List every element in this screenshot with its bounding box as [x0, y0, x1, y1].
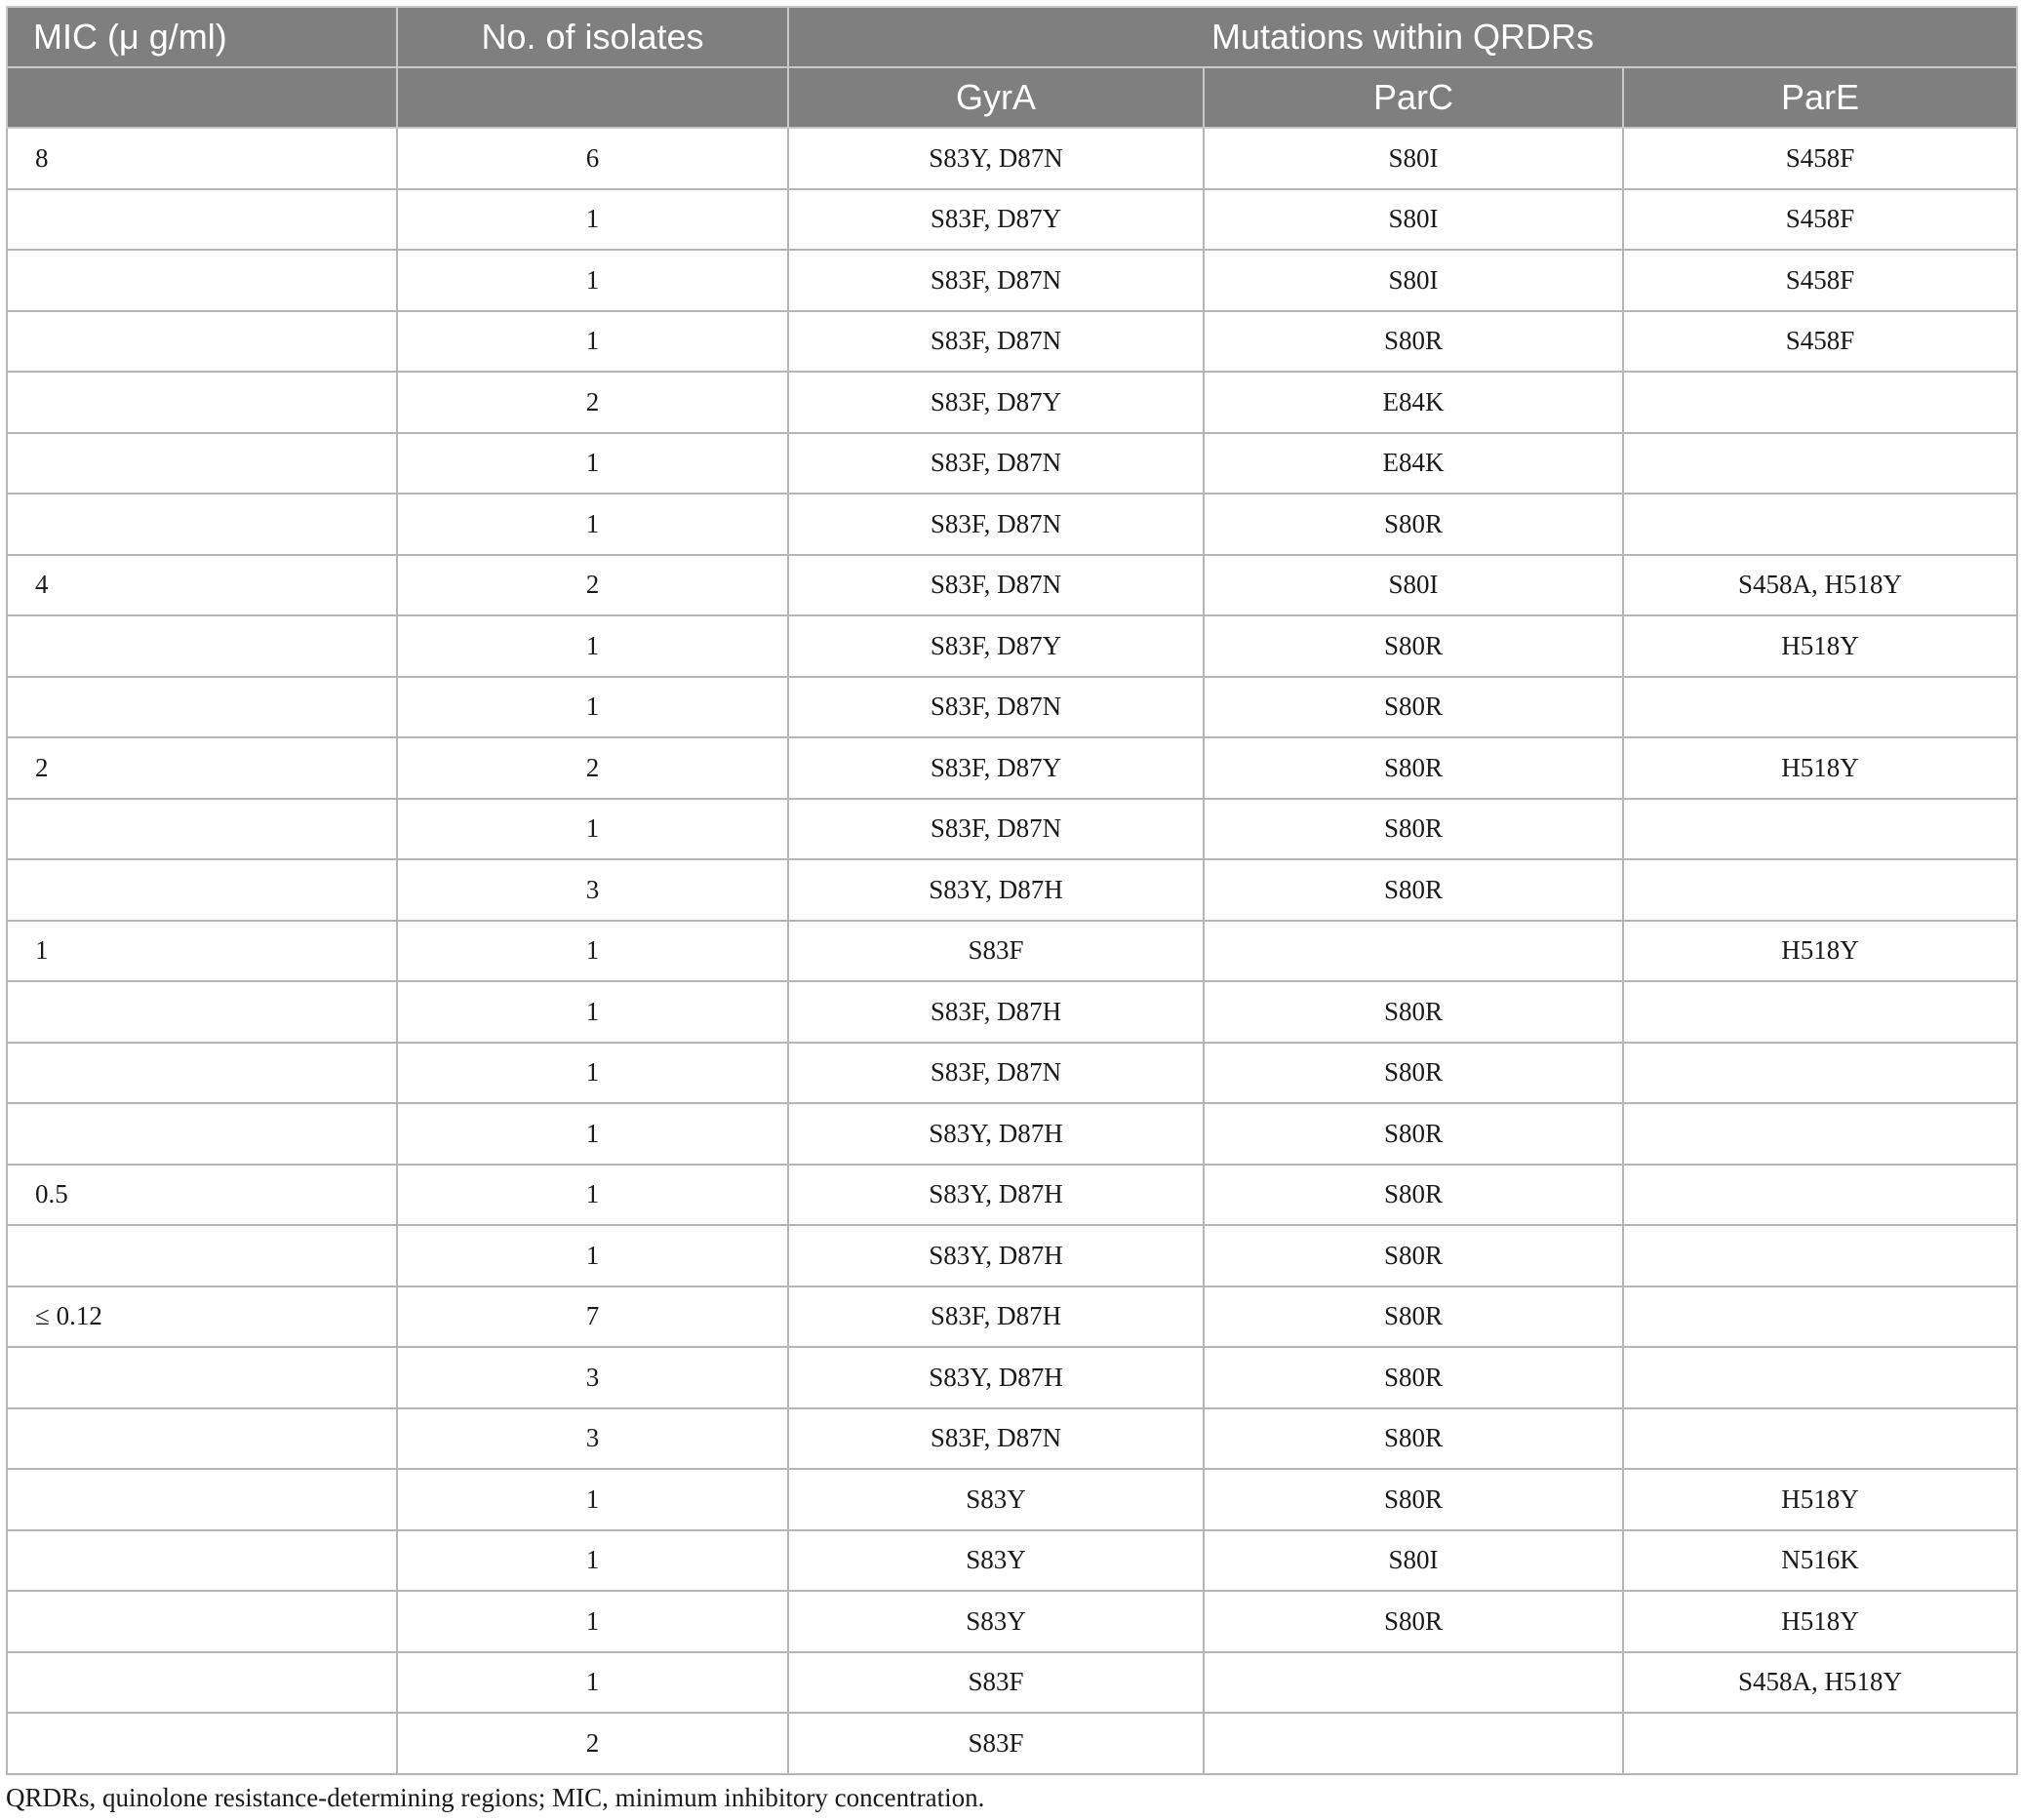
- cell-gyra: S83Y, D87H: [788, 1347, 1204, 1408]
- cell-gyra: S83F, D87N: [788, 311, 1204, 373]
- table-body: [7, 128, 2017, 1774]
- cell-mic: 1: [7, 921, 397, 982]
- cell-pare: [1623, 1713, 2017, 1774]
- cell-parc: S80R: [1204, 1103, 1623, 1165]
- cell-mic: [7, 1713, 397, 1774]
- cell-isolates: 1: [397, 1103, 788, 1165]
- cell-mic: 0.5: [7, 1165, 397, 1226]
- table-row: [7, 1225, 2017, 1286]
- cell-pare: S458F: [1623, 311, 2017, 373]
- cell-parc: S80R: [1204, 737, 1623, 799]
- cell-gyra: S83F, D87N: [788, 555, 1204, 616]
- cell-isolates: 1: [397, 1469, 788, 1530]
- cell-pare: [1623, 981, 2017, 1043]
- cell-parc: S80I: [1204, 128, 1623, 189]
- cell-mic: [7, 1652, 397, 1714]
- cell-pare: S458F: [1623, 250, 2017, 311]
- cell-gyra: S83Y, D87H: [788, 1165, 1204, 1226]
- cell-pare: [1623, 1408, 2017, 1470]
- cell-isolates: 1: [397, 799, 788, 860]
- cell-parc: S80R: [1204, 1225, 1623, 1286]
- table-footnote: QRDRs, quinolone resistance-determining regions; MIC, minimum inhibitory concentration.: [6, 1783, 985, 1812]
- cell-isolates: 2: [397, 1713, 788, 1774]
- cell-pare: [1623, 859, 2017, 921]
- table-row: [7, 1165, 2017, 1226]
- table-row: [7, 311, 2017, 373]
- cell-parc: S80R: [1204, 1286, 1623, 1348]
- cell-parc: S80R: [1204, 1347, 1623, 1408]
- cell-gyra: S83F, D87N: [788, 1043, 1204, 1104]
- cell-isolates: 1: [397, 981, 788, 1043]
- cell-pare: [1623, 1225, 2017, 1286]
- table-row: [7, 555, 2017, 616]
- cell-parc: S80I: [1204, 1530, 1623, 1592]
- cell-mic: [7, 1103, 397, 1165]
- cell-pare: [1623, 677, 2017, 738]
- cell-parc: S80R: [1204, 859, 1623, 921]
- cell-mic: [7, 1225, 397, 1286]
- cell-parc: S80I: [1204, 250, 1623, 311]
- cell-isolates: 1: [397, 189, 788, 251]
- table-row: [7, 1591, 2017, 1652]
- cell-mic: [7, 1347, 397, 1408]
- cell-pare: H518Y: [1623, 1469, 2017, 1530]
- header-mic: MIC (μ g/ml): [7, 7, 397, 67]
- cell-pare: H518Y: [1623, 615, 2017, 677]
- cell-isolates: 1: [397, 921, 788, 982]
- table-row: [7, 372, 2017, 433]
- cell-gyra: S83F: [788, 1713, 1204, 1774]
- cell-parc: S80R: [1204, 1591, 1623, 1652]
- cell-parc: [1204, 1652, 1623, 1714]
- cell-parc: S80R: [1204, 1469, 1623, 1530]
- cell-mic: 4: [7, 555, 397, 616]
- cell-parc: S80R: [1204, 311, 1623, 373]
- cell-mic: 8: [7, 128, 397, 189]
- cell-mic: [7, 677, 397, 738]
- header-row-sub: [7, 67, 2017, 128]
- cell-pare: [1623, 1043, 2017, 1104]
- cell-mic: [7, 615, 397, 677]
- cell-parc: E84K: [1204, 433, 1623, 495]
- cell-mic: [7, 859, 397, 921]
- cell-isolates: 1: [397, 494, 788, 555]
- cell-isolates: 1: [397, 1530, 788, 1592]
- cell-mic: [7, 799, 397, 860]
- cell-gyra: S83F, D87N: [788, 494, 1204, 555]
- cell-gyra: S83F: [788, 921, 1204, 982]
- cell-mic: [7, 433, 397, 495]
- cell-pare: [1623, 799, 2017, 860]
- cell-parc: S80I: [1204, 189, 1623, 251]
- cell-parc: E84K: [1204, 372, 1623, 433]
- cell-gyra: S83Y, D87N: [788, 128, 1204, 189]
- table-header: [7, 7, 2017, 128]
- table-row: [7, 799, 2017, 860]
- cell-mic: [7, 189, 397, 251]
- cell-parc: S80R: [1204, 799, 1623, 860]
- cell-gyra: S83F, D87H: [788, 981, 1204, 1043]
- cell-parc: S80R: [1204, 1408, 1623, 1470]
- cell-mic: [7, 494, 397, 555]
- cell-parc: [1204, 1713, 1623, 1774]
- cell-isolates: 1: [397, 677, 788, 738]
- cell-gyra: S83F, D87Y: [788, 615, 1204, 677]
- mutation-table: [6, 6, 2018, 1775]
- cell-pare: [1623, 433, 2017, 495]
- table-row: [7, 1469, 2017, 1530]
- cell-mic: [7, 1408, 397, 1470]
- header-pare: ParE: [1623, 67, 2017, 128]
- cell-isolates: 1: [397, 615, 788, 677]
- cell-isolates: 1: [397, 1652, 788, 1714]
- cell-parc: [1204, 921, 1623, 982]
- cell-gyra: S83F, D87N: [788, 1408, 1204, 1470]
- cell-isolates: 1: [397, 311, 788, 373]
- table-row: [7, 1652, 2017, 1714]
- table-row: [7, 677, 2017, 738]
- cell-isolates: 2: [397, 555, 788, 616]
- header-isolates-empty: [397, 67, 788, 128]
- cell-mic: [7, 311, 397, 373]
- cell-pare: H518Y: [1623, 737, 2017, 799]
- cell-pare: [1623, 1347, 2017, 1408]
- cell-gyra: S83Y: [788, 1530, 1204, 1592]
- cell-pare: S458F: [1623, 189, 2017, 251]
- cell-pare: S458A, H518Y: [1623, 555, 2017, 616]
- table-row: [7, 1286, 2017, 1348]
- cell-isolates: 7: [397, 1286, 788, 1348]
- header-isolates: No. of isolates: [397, 7, 788, 67]
- cell-pare: S458F: [1623, 128, 2017, 189]
- cell-isolates: 2: [397, 737, 788, 799]
- cell-isolates: 3: [397, 859, 788, 921]
- cell-gyra: S83Y: [788, 1469, 1204, 1530]
- cell-mic: [7, 250, 397, 311]
- cell-pare: [1623, 1286, 2017, 1348]
- cell-mic: [7, 981, 397, 1043]
- cell-gyra: S83F, D87N: [788, 677, 1204, 738]
- header-mic-empty: [7, 67, 397, 128]
- header-row-top: [7, 7, 2017, 67]
- table-row: [7, 1713, 2017, 1774]
- cell-isolates: 1: [397, 1591, 788, 1652]
- table-row: [7, 1408, 2017, 1470]
- cell-gyra: S83F: [788, 1652, 1204, 1714]
- header-mutations: Mutations within QRDRs: [788, 7, 2017, 67]
- table-row: [7, 859, 2017, 921]
- table-row: [7, 433, 2017, 495]
- cell-parc: S80R: [1204, 494, 1623, 555]
- cell-parc: S80I: [1204, 555, 1623, 616]
- cell-gyra: S83F, D87N: [788, 799, 1204, 860]
- cell-pare: N516K: [1623, 1530, 2017, 1592]
- cell-gyra: S83F, D87Y: [788, 189, 1204, 251]
- header-parc: ParC: [1204, 67, 1623, 128]
- cell-pare: [1623, 1165, 2017, 1226]
- cell-gyra: S83F, D87N: [788, 433, 1204, 495]
- cell-parc: S80R: [1204, 1043, 1623, 1104]
- table-row: [7, 1103, 2017, 1165]
- cell-isolates: 2: [397, 372, 788, 433]
- cell-isolates: 1: [397, 1043, 788, 1104]
- table-row: [7, 1347, 2017, 1408]
- cell-mic: ≤ 0.12: [7, 1286, 397, 1348]
- cell-mic: [7, 372, 397, 433]
- cell-pare: H518Y: [1623, 921, 2017, 982]
- table-row: [7, 128, 2017, 189]
- cell-gyra: S83F, D87Y: [788, 737, 1204, 799]
- cell-mic: [7, 1469, 397, 1530]
- cell-gyra: S83F, D87Y: [788, 372, 1204, 433]
- table-row: [7, 494, 2017, 555]
- table-row: [7, 1530, 2017, 1592]
- cell-gyra: S83F, D87N: [788, 250, 1204, 311]
- cell-mic: 2: [7, 737, 397, 799]
- cell-mic: [7, 1530, 397, 1592]
- table-row: [7, 981, 2017, 1043]
- cell-mic: [7, 1043, 397, 1104]
- cell-gyra: S83Y: [788, 1591, 1204, 1652]
- cell-parc: S80R: [1204, 677, 1623, 738]
- table-row: [7, 737, 2017, 799]
- cell-pare: [1623, 494, 2017, 555]
- cell-pare: [1623, 372, 2017, 433]
- cell-parc: S80R: [1204, 615, 1623, 677]
- cell-parc: S80R: [1204, 981, 1623, 1043]
- cell-isolates: 1: [397, 1225, 788, 1286]
- cell-isolates: 6: [397, 128, 788, 189]
- cell-gyra: S83Y, D87H: [788, 1225, 1204, 1286]
- cell-isolates: 1: [397, 1165, 788, 1226]
- cell-pare: S458A, H518Y: [1623, 1652, 2017, 1714]
- cell-pare: [1623, 1103, 2017, 1165]
- cell-isolates: 3: [397, 1408, 788, 1470]
- table-row: [7, 250, 2017, 311]
- cell-isolates: 1: [397, 250, 788, 311]
- cell-parc: S80R: [1204, 1165, 1623, 1226]
- cell-isolates: 3: [397, 1347, 788, 1408]
- table-row: [7, 615, 2017, 677]
- header-gyra: GyrA: [788, 67, 1204, 128]
- cell-gyra: S83Y, D87H: [788, 1103, 1204, 1165]
- table-row: [7, 189, 2017, 251]
- mutation-table-container: [6, 6, 2016, 1775]
- table-row: [7, 1043, 2017, 1104]
- cell-mic: [7, 1591, 397, 1652]
- cell-gyra: S83Y, D87H: [788, 859, 1204, 921]
- cell-pare: H518Y: [1623, 1591, 2017, 1652]
- table-row: [7, 921, 2017, 982]
- cell-gyra: S83F, D87H: [788, 1286, 1204, 1348]
- cell-isolates: 1: [397, 433, 788, 495]
